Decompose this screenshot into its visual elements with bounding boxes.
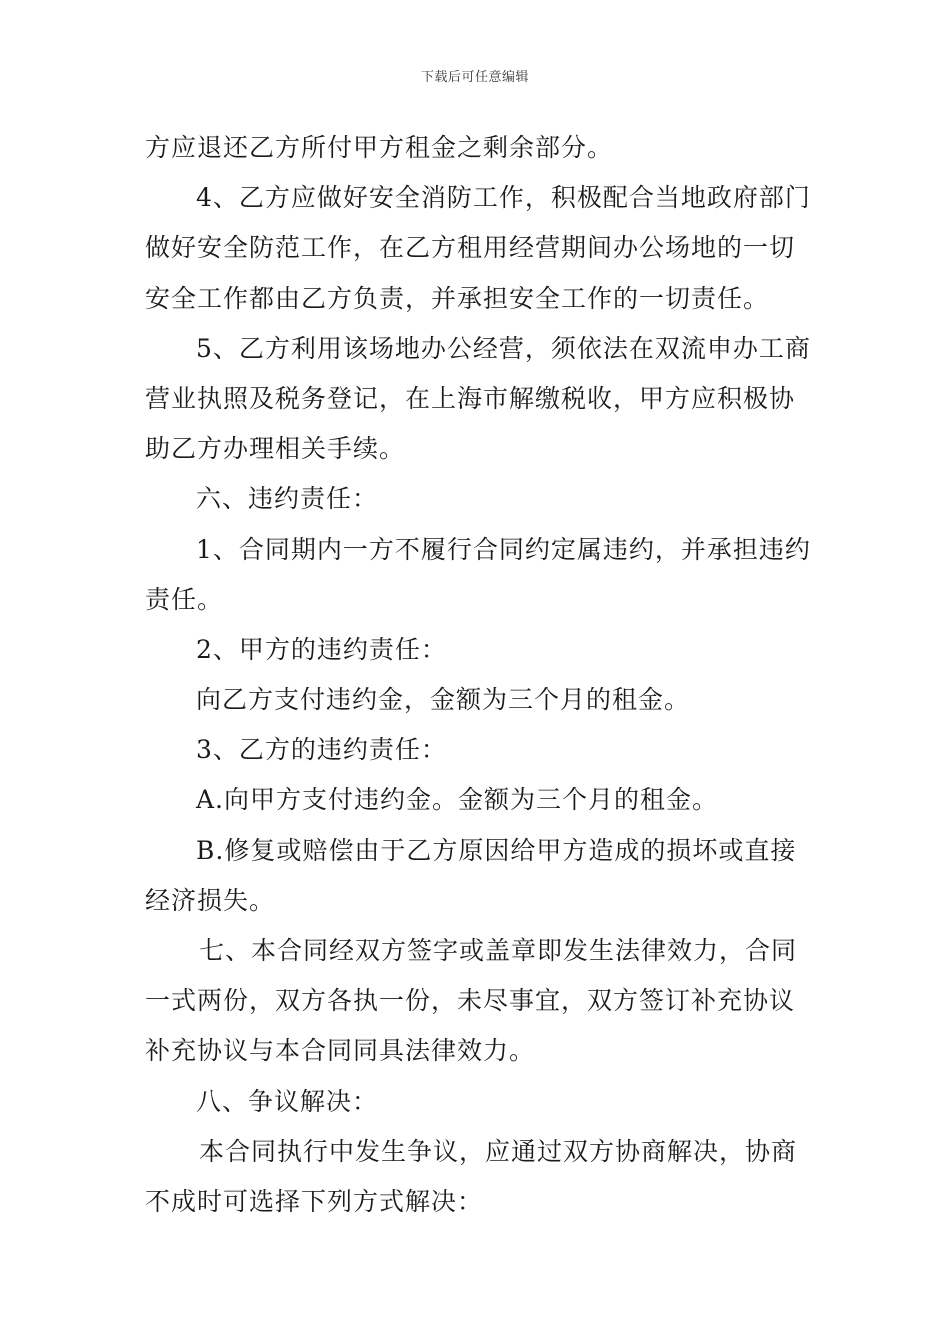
section-heading: 六、违约责任： <box>196 484 379 514</box>
text-line: 安全工作都由乙方负责，并承担安全工作的一切责任。 <box>145 283 770 313</box>
section-heading: 八、争议解决： <box>196 1086 379 1116</box>
text-line: 2、甲方的违约责任： <box>196 634 447 664</box>
text-line: 做好安全防范工作，在乙方租用经营期间办公场地的一切 <box>145 233 796 263</box>
text-line: 不成时可选择下列方式解决： <box>145 1186 484 1216</box>
text-line: 5、乙方利用该场地办公经营，须依法在双流申办工商 <box>196 333 811 363</box>
text-line: 4、乙方应做好安全消防工作，积极配合当地政府部门 <box>196 183 811 213</box>
text-line: 方应退还乙方所付甲方租金之剩余部分。 <box>145 133 614 162</box>
text-line: 一式两份，双方各执一份，未尽事宜，双方签订补充协议 <box>145 986 796 1016</box>
text-line: 向乙方支付违约金，金额为三个月的租金。 <box>196 685 691 715</box>
document-body <box>145 123 810 1227</box>
text-line: 责任。 <box>145 584 224 614</box>
text-line: A.向甲方支付违约金。金额为三个月的租金。 <box>196 785 719 815</box>
text-line: 助乙方办理相关手续。 <box>145 434 406 464</box>
text-line: 1、合同期内一方不履行合同约定属违约，并承担违约 <box>196 534 811 564</box>
page-header: 下载后可任意编辑 <box>420 70 529 85</box>
section-heading: 七、本合同经双方签字或盖章即发生法律效力，合同 <box>199 936 798 965</box>
text-line: 营业执照及税务登记，在上海市解缴税收，甲方应积极协 <box>145 383 796 413</box>
text-line: 补充协议与本合同同具法律效力。 <box>145 1036 536 1066</box>
text-line: 经济损失。 <box>145 885 276 915</box>
text-line: 3、乙方的违约责任： <box>196 735 447 765</box>
text-line: B.修复或赔偿由于乙方原因给甲方造成的损坏或直接 <box>196 835 797 865</box>
text-line: 本合同执行中发生争议，应通过双方协商解决，协商 <box>199 1136 798 1166</box>
